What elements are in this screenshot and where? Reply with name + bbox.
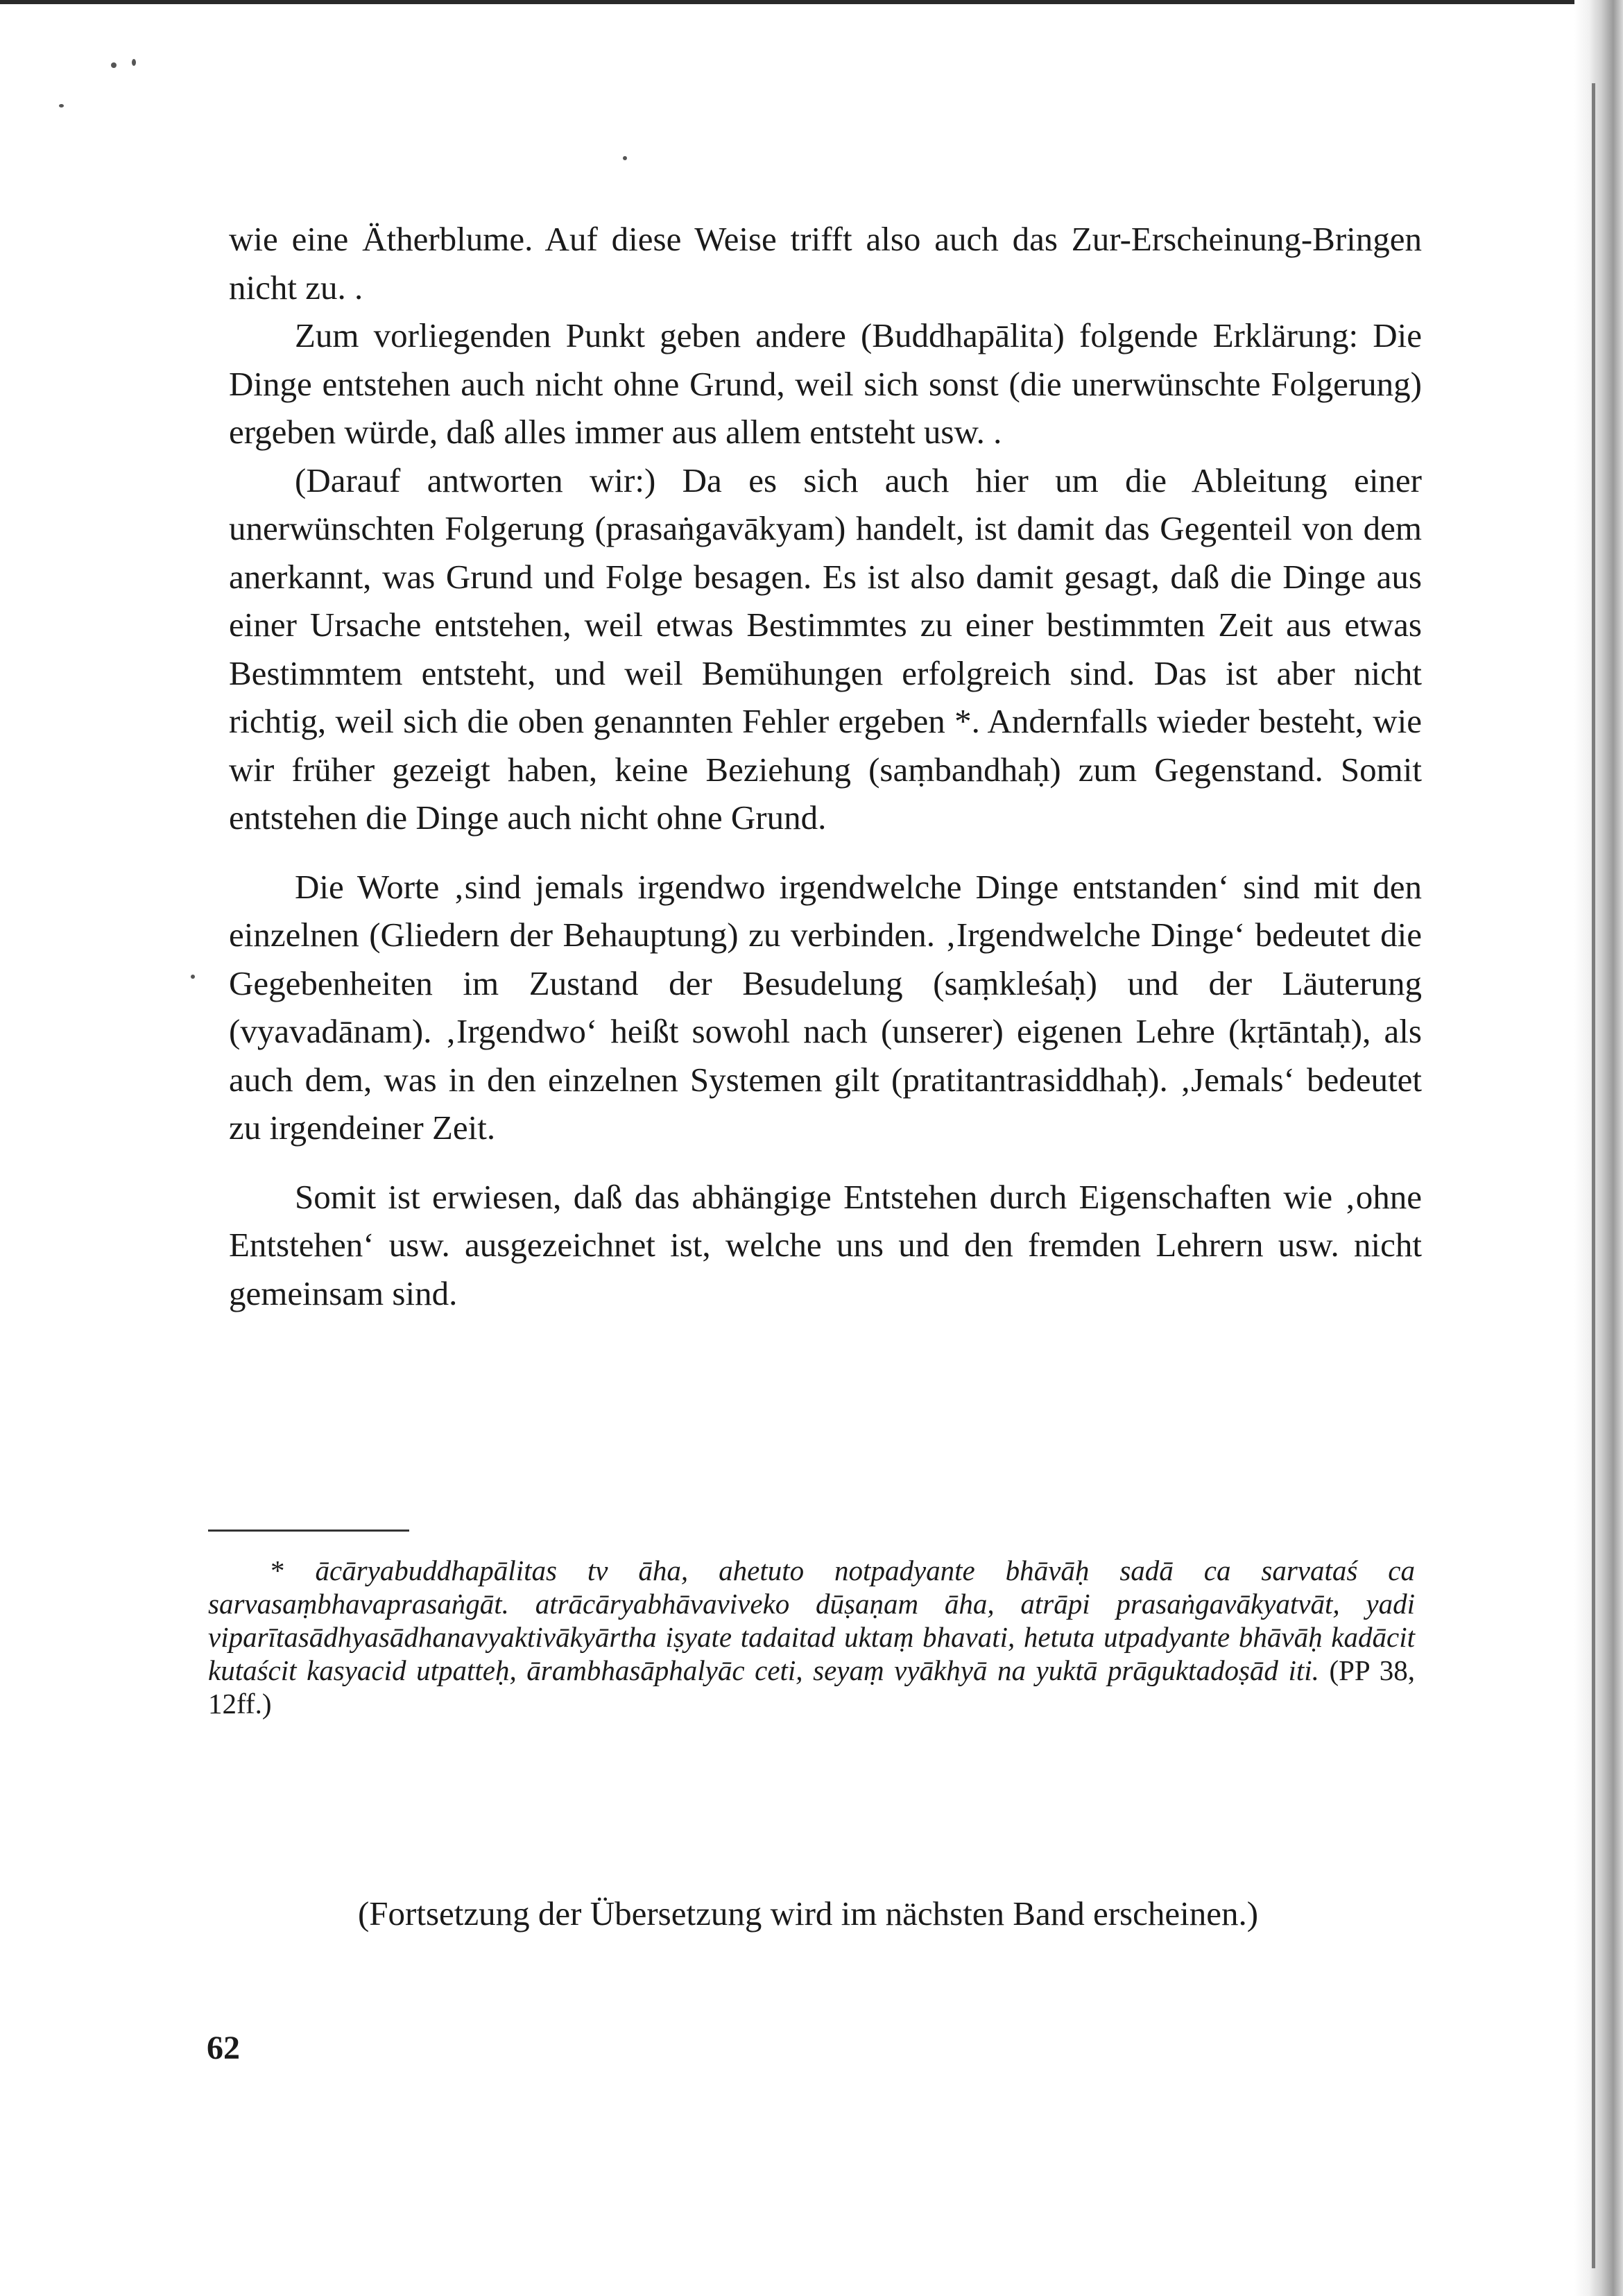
page-number: 62 xyxy=(207,2030,240,2066)
scan-speck xyxy=(132,59,136,66)
paragraph-response: (Darauf antworten wir:) Da es sich auch hier um die Ableitung einer unerwünschten Folgerung (prasaṅgavākyam) handelt, ist damit das Gegenteil von dem anerkannt, was Grund und Folge besagen. Es ist also damit gesagt, daß die Dinge aus einer Ursache entstehen, weil etwas Bestimmtes zu einer bestimmten Zeit aus etwas Bestimmtem entsteht, und weil Bemühungen erfolgreich sind. Das ist aber nicht richtig, weil sich die oben genannten Fehler ergeben *. Andernfalls wieder besteht, wie wir früher gezeigt haben, keine Beziehung (saṃbandhaḥ) zum Gegenstand. Somit entstehen die Dinge auch nicht ohne Grund. xyxy=(229,461,1422,837)
footnote-sanskrit-text: ācāryabuddhapālitas tv āha, ahetuto notpadyante bhāvāḥ sadā ca sarvataś ca sarvasaṃbhavaprasaṅgāt. atrācāryabhāvaviveko dūṣaṇam āha, atrāpi prasaṅgavākyatvāt, yadi viparītasādhyasādhanavyaktivākyārtha iṣyate tadaitad uktaṃ bhavati, hetuta utpadyante bhāvāḥ kadācit kutaścit kasyacid utpatteḥ, ārambhasāphalyāc ceti, seyaṃ vyākhyā na yuktā prāguktadoṣād iti. xyxy=(208,1554,1415,1686)
scan-speck xyxy=(59,104,64,108)
scan-speck xyxy=(623,156,627,160)
footnote xyxy=(208,1554,1415,1720)
body-text xyxy=(229,215,1422,1317)
paragraph-word-explanation: Die Worte ‚sind jemals irgendwo irgendwelche Dinge entstanden‘ sind mit den einzelnen (Gliedern der Behauptung) zu verbinden. ‚Irgendwelche Dinge‘ bedeutet die Gegebenheiten im Zustand der Besudelung (saṃkleśaḥ) und der Läuterung (vyavadānam). ‚Irgendwo‘ heißt sowohl nach (unserer) eigenen Lehre (kṛtāntaḥ), als auch dem, was in den einzelnen Systemen gilt (pratitantrasiddhaḥ). ‚Jemals‘ bedeutet zu irgendeiner Zeit. xyxy=(229,867,1422,1147)
scan-top-edge xyxy=(0,0,1623,4)
paragraph-buddhapalita-explanation: Zum vorliegenden Punkt geben andere (Buddhapālita) folgende Erklärung: Die Dinge entstehen auch nicht ohne Grund, weil sich sonst (die unerwünschte Folgerung) ergeben würde, daß alles immer aus allem entsteht usw. . xyxy=(229,316,1422,451)
footnote-reference: (PP 38, 12ff.) xyxy=(208,1654,1415,1720)
paragraph-continuation: wie eine Ätherblume. Auf diese Weise trifft also auch das Zur-Erscheinung-Bringen nicht zu. . xyxy=(229,220,1422,307)
footnote-separator xyxy=(208,1530,409,1532)
scan-speck xyxy=(111,62,117,68)
book-binding-edge xyxy=(1574,0,1623,2296)
binding-shadow-line xyxy=(1592,83,1595,2268)
scan-speck xyxy=(191,975,195,979)
continuation-note: (Fortsetzung der Übersetzung wird im nächsten Band erscheinen.) xyxy=(357,1894,1259,1933)
footnote-marker: * xyxy=(270,1554,285,1586)
paragraph-conclusion: Somit ist erwiesen, daß das abhängige Entstehen durch Eigenschaften wie ‚ohne Entstehen‘ usw. ausgezeichnet ist, welche uns und den fremden Lehrern usw. nicht gemeinsam sind. xyxy=(229,1177,1422,1312)
